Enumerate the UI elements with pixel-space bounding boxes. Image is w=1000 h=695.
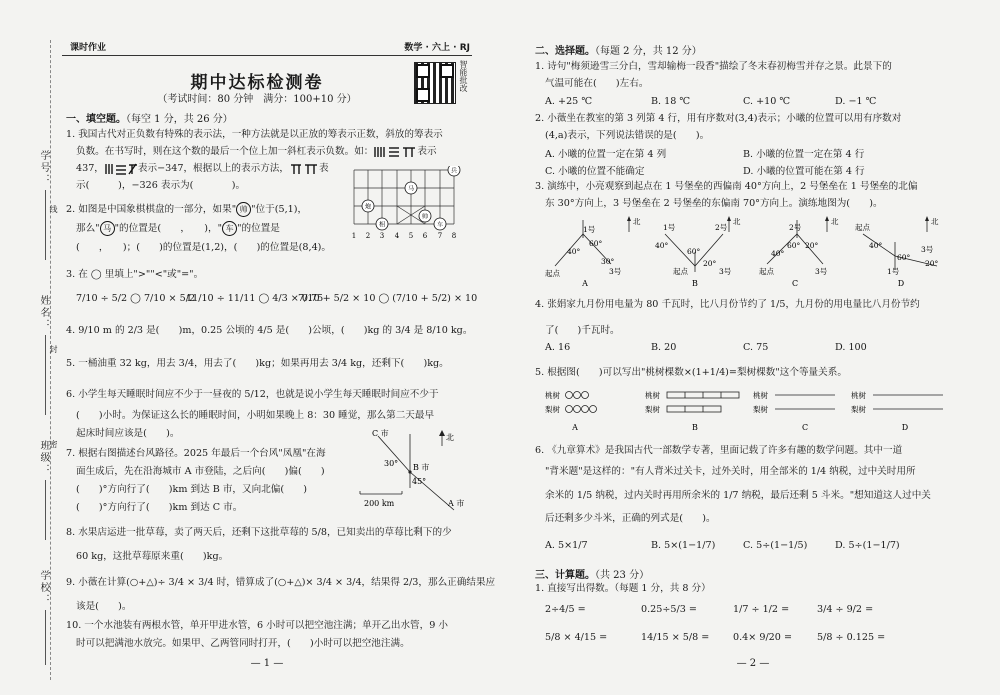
p2-q2-line2: (4,a)表示，下列说法错误的是( )。 [545,130,710,141]
name-line [45,335,47,415]
drill-map-options [545,212,965,288]
p2-q3-line2: 东 30°方向上，3 号堡垒在 2 号堡垒的东偏南 70°方向上。演练地图为( )。 [545,198,883,209]
class-label: 班级： [38,440,49,476]
tree-b-label: B [692,423,698,432]
p2-q2-line1: 2. 小薇坐在教室的第 3 列第 4 行，用有序数对(3,4)表示；小曦的位置可以用有序数对 [535,113,902,124]
svg-text:60°: 60° [897,253,911,262]
xiang-piece: 相 [378,221,386,229]
q7-line2: 面生成后，先在沿海城市 A 市登陆，之后向( )偏( ) [76,466,325,477]
svg-text:3号: 3号 [921,245,934,254]
q1-line4: 示( )，−326 表示为( )。 [76,180,246,191]
svg-text:20°: 20° [805,241,819,250]
rod-numeral-icon [289,163,319,175]
p2-q1-line2: 气温可能在( )左右。 [545,78,649,89]
p2-q1-option-c[interactable]: C. +10 ℃ [743,96,791,107]
exam-info: （考试时间：80 分钟 满分：100+10 分） [157,94,357,105]
section-1-heading: 一、填空题。（每空 1 分，共 26 分） [66,114,233,125]
angle-30-label: 30° [384,459,399,468]
chess-axis-label: 5 [408,232,414,240]
svg-text:起点: 起点 [545,269,560,278]
svg-text:2号: 2号 [715,223,728,232]
subject-tag: 数学 · 六上 · RJ [404,43,470,53]
section-3-heading: 三、计算题。（共 23 分） [535,570,650,581]
svg-text:梨树: 梨树 [545,405,560,414]
p2-q6-line1: 6. 《九章算术》是我国古代一部数学专著，里面记载了许多有趣的数学问题。其中一道 [535,445,903,456]
q6-line3: 起床时间应该是( )。 [76,428,180,439]
calc-item: 5/8 × 4/15 = [545,632,608,643]
svg-text:1号: 1号 [663,223,676,232]
svg-text:北: 北 [733,217,741,226]
page-2 [533,0,973,695]
p2-q6-line2: "背米题"是这样的："有人背米过关卡，过外关时，用全部米的 1/4 纳税，过中关时用所 [545,466,916,477]
page-number: — 1 — [250,658,284,669]
a-city-label: A 市 [448,499,465,508]
name-label: 姓名： [38,295,49,331]
p2-q4-option-c[interactable]: C. 75 [743,342,769,353]
chess-board-diagram [346,166,464,250]
q7-line1: 7. 根据右图描述台风路径。2025 年最后一个台风"凤凰"在海 [66,448,326,459]
svg-text:梨树: 梨树 [645,405,660,414]
brand-logo: 课时作业 [70,43,107,53]
che-piece: 车 [436,221,444,229]
calc-heading: 1. 直接写出得数。（每题 1 分，共 8 分） [535,583,711,594]
p2-q4-option-b[interactable]: B. 20 [651,342,677,353]
chess-axis-label: 3 [379,232,385,240]
tree-d-label: D [901,423,909,432]
svg-text:20°: 20° [703,259,717,268]
svg-text:桃树: 桃树 [851,391,866,400]
p2-q6-line3: 余米的 1/5 纳税，过内关时再用所余米的 1/7 纳税，最后还剩 5 斗米。"想知道这人过中关 [545,490,931,501]
p2-q1-line1: 1. 诗句"梅须逊雪三分白，雪却输梅一段香"描绘了冬末春初梅雪并存之景。此景下的 [535,61,892,72]
p2-q4-line2: 了( )千瓦时。 [545,325,620,336]
calc-item: 1/7 ÷ 1/2 = [733,604,790,615]
svg-text:桃树: 桃树 [545,391,560,400]
q4: 4. 9/10 m 的 2/3 是( )m，0.25 公顷的 4/5 是( )公顷，( )kg 的 3/4 是 8/10 kg。 [66,325,473,336]
student-number-line [45,190,47,260]
header-rule [62,55,472,56]
calc-item: 14/15 × 5/8 = [641,632,710,643]
q1-line3: 437， 表示−347，根据以上的表示方法， 表 [76,163,329,174]
section-2-heading: 二、选择题。（每题 2 分，共 12 分） [535,46,702,57]
calc-item: 3/4 ÷ 9/2 = [817,604,874,615]
svg-text:1号: 1号 [583,225,596,234]
q10-line2: 时可以把满池水放完。如果甲、乙两管同时打开，( )小时可以把空池注满。 [76,638,410,649]
p2-q1-option-d[interactable]: D. −1 ℃ [835,96,877,107]
page-header [62,40,472,54]
cut-mark-1: 线 [49,205,58,215]
q3-item-a: 7/10 ÷ 5/2 ◯ 7/10 × 5/2 [76,293,196,304]
svg-text:30°: 30° [601,257,615,266]
map-d-label: D [897,279,905,288]
map-c-label: C [791,279,799,288]
svg-text:2号: 2号 [789,223,802,232]
svg-text:40°: 40° [771,249,785,258]
svg-text:40°: 40° [567,247,581,256]
p2-q4-option-d[interactable]: D. 100 [835,342,867,353]
q1-line2: 负数。在书写时，则在这个数的最后一个位上加一斜杠表示负数。如： 表示 [76,146,437,157]
chess-axis-label: 2 [365,232,371,240]
svg-text:3号: 3号 [719,267,732,276]
cut-mark-3: 密 [49,440,58,450]
svg-text:1号: 1号 [887,267,900,276]
svg-text:起点: 起点 [855,223,870,232]
scale-label: 200 km [364,499,395,508]
binding-margin [0,0,58,695]
cut-mark-2: 封 [49,345,58,355]
tree-c-label: C [801,423,809,432]
che-piece-icon: 车 [222,221,237,236]
rod-numeral-icon [104,163,138,175]
school-label: 学校： [38,570,49,606]
angle-45-label: 45° [412,477,427,486]
page-title: 期中达标检测卷 [190,73,324,93]
svg-text:桃树: 桃树 [645,391,660,400]
shuai-piece: 帅 [421,213,429,221]
svg-text:40°: 40° [655,241,669,250]
svg-text:20°: 20° [925,259,939,268]
svg-text:60°: 60° [787,241,801,250]
shuai-piece-icon: 帅 [236,202,251,217]
svg-text:60°: 60° [687,247,701,256]
chess-axis-label: 6 [422,232,428,240]
p2-q2-option-d[interactable]: D. 小曦的位置可能在第 4 行 [743,166,865,177]
q7-line3: ( )°方向行了( )km 到达 B 市，又向北偏( ) [76,484,308,495]
q9-line1: 9. 小薇在计算(○+△)÷ 3/4 × 3/4 时，错算成了(○+△)× 3/4 × 3/4，结果得 2/3，那么正确结果应 [66,577,496,588]
svg-text:60°: 60° [589,239,603,248]
typhoon-path-diagram [350,428,468,516]
q5: 5. 一桶油重 32 kg，用去 3/4，用去了( )kg；如果再用去 3/4 kg，还剩下( )kg。 [66,358,449,369]
p2-q3-line1: 3. 演练中，小亮观察到起点在 1 号堡垒的西偏南 40°方向上，2 号堡垒在 1 号堡垒的北偏 [535,181,918,192]
svg-text:起点: 起点 [759,267,774,276]
p2-q2-option-c[interactable]: C. 小曦的位置不能确定 [545,166,645,177]
page-number: — 2 — [736,658,770,669]
p2-q6-option-a[interactable]: A. 5×1/7 [545,540,588,551]
q10-line1: 10. 一个水池装有两根水管，单开甲进水管，6 小时可以把空池注满；单开乙出水管，9 小 [66,620,448,631]
page-1 [62,0,496,695]
q1-line1: 1. 我国古代对正负数有特殊的表示法，一种方法就是以正放的筹表示正数，斜放的筹表示 [66,129,443,140]
svg-text:梨树: 梨树 [753,405,768,414]
svg-text:北: 北 [831,217,839,226]
smart-grading-label: 智能批改 [459,60,468,92]
tree-count-diagrams [545,386,965,436]
q6-line2: ( )小时。为保证这么长的睡眠时间，小明如果晚上 8：30 睡觉，那么第二天最早 [76,410,435,421]
b-city-label: B 市 [413,463,430,472]
q8-line2: 60 kg，这批草莓原来重( )kg。 [76,551,229,562]
p2-q4-option-a[interactable]: A. 16 [545,342,571,353]
q2-line1: 2. 如图是中国象棋棋盘的一部分，如果" 帅 "位于(5,1)， [66,204,308,215]
class-line [45,480,47,540]
p2-q6-option-b[interactable]: B. 5×(1−1/7) [651,540,716,551]
bing-piece: 兵 [450,167,458,175]
c-city-label: C 市 [372,429,389,438]
tree-a-label: A [572,423,578,432]
ma-piece-icon: 马 [100,221,115,236]
p2-q1-option-a[interactable]: A. +25 ℃ [545,96,593,107]
chess-axis-label: 8 [451,232,457,240]
student-number-label: 学号： [38,150,49,186]
p2-q2-option-a[interactable]: A. 小曦的位置一定在第 4 列 [545,149,667,160]
svg-text:3号: 3号 [815,267,828,276]
rod-numeral-icon [373,146,417,158]
p2-q5: 5. 根据图( )可以写出"桃树棵数×(1+1/4)=梨树棵数"这个等量关系。 [535,367,847,378]
chess-axis-label: 7 [437,232,443,240]
p2-q6-line4: 后还剩多少斗米，正确的列式是( )。 [545,513,716,524]
qr-code-icon[interactable] [414,62,456,104]
svg-text:梨树: 梨树 [851,405,866,414]
q2-line2: 那么" 马 "的位置是( ， )，" 车 "的位置是 [76,223,280,234]
pao-piece: 炮 [364,203,372,211]
calc-item: 0.25÷5/3 = [641,604,697,615]
chess-axis-label: 4 [394,232,400,240]
q2-line3: ( ， )；( )的位置是(1,2)，( )的位置是(8,4)。 [76,242,332,253]
chess-axis-label: 1 [351,232,357,240]
q8-line1: 8. 水果店运进一批草莓，卖了两天后，还剩下这批草莓的 5/8，已知卖出的草莓比剩下的少 [66,527,452,538]
q3-item-b: 11/10 ÷ 11/11 ◯ 4/3 × 0.75 [186,293,324,304]
p2-q2-option-b[interactable]: B. 小曦的位置一定在第 4 行 [743,149,865,160]
svg-text:北: 北 [633,217,641,226]
calc-item: 0.4× 9/20 = [733,632,792,643]
q9-line2: 该是( )。 [76,601,132,612]
map-b-label: B [692,279,698,288]
map-a-label: A [582,279,588,288]
q3-stem: 3. 在 ◯ 里填上">""<"或"="。 [66,269,204,280]
q6-line1: 6. 小学生每天睡眠时间应不少于一昼夜的 5/12，也就是说小学生每天睡眠时间应不少于 [66,389,439,400]
school-line [45,610,47,665]
ma-piece: 马 [407,185,415,193]
calc-item: 5/8 ÷ 0.125 = [817,632,886,643]
svg-text:40°: 40° [869,241,883,250]
svg-text:起点: 起点 [673,267,688,276]
calc-item: 2÷4/5 = [545,604,586,615]
p2-q4-line1: 4. 张娟家九月份用电量为 80 千瓦时，比八月份节约了 1/5，九月份的用电量比八月份节约 [535,299,920,310]
svg-text:桃树: 桃树 [753,391,768,400]
p2-q6-option-c[interactable]: C. 5÷(1−1/5) [743,540,808,551]
north-label: 北 [446,433,454,442]
svg-text:北: 北 [931,217,939,226]
p2-q1-option-b[interactable]: B. 18 ℃ [651,96,691,107]
svg-text:3号: 3号 [609,267,622,276]
p2-q6-option-d[interactable]: D. 5÷(1−1/7) [835,540,900,551]
q3-item-c: 7/10 + 5/2 × 10 ◯ (7/10 + 5/2) × 10 [298,293,478,304]
q7-line4: ( )°方向行了( )km 到达 C 市。 [76,502,243,513]
